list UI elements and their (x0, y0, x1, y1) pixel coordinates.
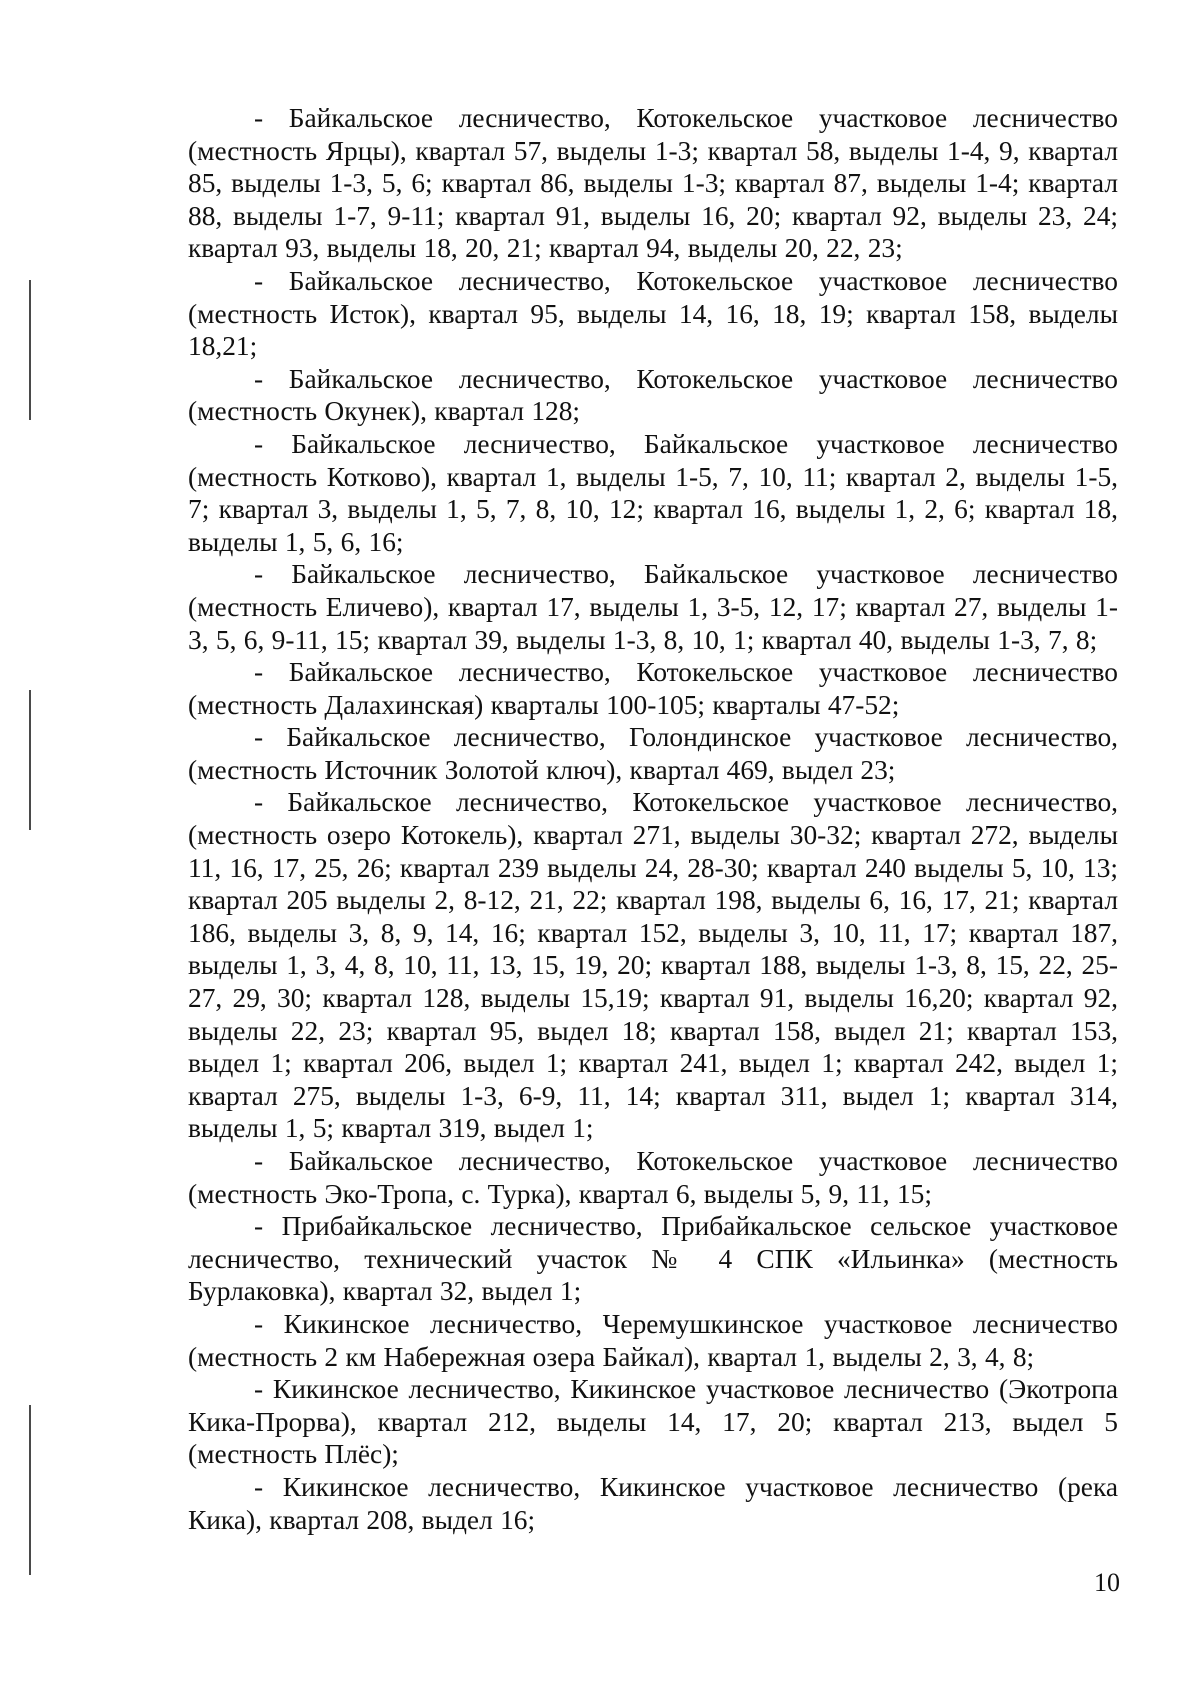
forestry-paragraph: - Кикинское лесничество, Черемушкинское участковое лесничество (местность 2 км Набережная озера Байкал), квартал 1, выделы 2, 3, 4, 8; (188, 1308, 1118, 1372)
forestry-paragraph: - Байкальское лесничество, Котокельское участковое лесничество (местность Ярцы), квартал 57, выделы 1-3; квартал 58, выделы 1-4, 9, квартал 85, выделы 1-3, 5, 6; квартал 86, выделы 1-3; квартал 87, выделы 1-4; квартал 88, выделы 1-7, 9-11; квартал 91, выделы 16, 20; квартал 92, выделы 23, 24; квартал 93, выделы 18, 20, 21; квартал 94, выделы 20, 22, 23; (188, 103, 1118, 264)
forestry-paragraph: - Байкальское лесничество, Котокельское участковое лесничество, (местность озеро Котокель), квартал 271, выделы 30-32; квартал 272, выделы 11, 16, 17, 25, 26; квартал 239 выделы 24, 28-30; квартал 240 выделы 5, 10, 13; квартал 205 выделы 2, 8-12, 21, 22; квартал 198, выделы 6, 16, 17, 21; квартал 186, выделы 3, 8, 9, 14, 16; квартал 152, выделы 3, 10, 11, 17; квартал 187, выделы 1, 3, 4, 8, 10, 11, 13, 15, 19, 20; квартал 188, выделы 1-3, 8, 15, 22, 25-27, 29, 30; квартал 128, выделы 15,19; квартал 91, выделы 16,20; квартал 92, выделы 22, 23; квартал 95, выдел 18; квартал 158, выдел 21; квартал 153, выдел 1; квартал 206, выдел 1; квартал 241, выдел 1; квартал 242, выдел 1; квартал 275, выделы 1-3, 6-9, 11, 14; квартал 311, выдел 1; квартал 314, выделы 1, 5; квартал 319, выдел 1; (188, 787, 1118, 1144)
forestry-paragraph: - Байкальское лесничество, Байкальское участковое лесничество (местность Котково), квартал 1, выделы 1-5, 7, 10, 11; квартал 2, выделы 1-5, 7; квартал 3, выделы 1, 5, 7, 8, 10, 12; квартал 16, выделы 1, 2, 6; квартал 18, выделы 1, 5, 6, 16; (188, 428, 1118, 557)
forestry-paragraph: - Байкальское лесничество, Котокельское участковое лесничество (местность Окунек), квартал 128; (188, 363, 1118, 427)
forestry-paragraph: - Байкальское лесничество, Голондинское участковое лесничество, (местность Источник Золотой ключ), квартал 469, выдел 23; (188, 722, 1118, 785)
scan-edge-mark (29, 690, 31, 830)
forestry-paragraph: - Кикинское лесничество, Кикинское участковое лесничество (Экотропа Кика-Прорва), квартал 212, выделы 14, 17, 20; квартал 213, выдел 5 (местность Плёс); (188, 1374, 1118, 1470)
document-body (188, 102, 1118, 1536)
forestry-paragraph: - Байкальское лесничество, Байкальское участковое лесничество (местность Еличево), квартал 17, выделы 1, 3-5, 12, 17; квартал 27, выделы 1-3, 5, 6, 9-11, 15; квартал 39, выделы 1-3, 8, 10, 1; квартал 40, выделы 1-3, 7, 8; (188, 559, 1118, 655)
forestry-paragraph: - Прибайкальское лесничество, Прибайкальское сельское участковое лесничество, технический участок № 4 СПК «Ильинка» (местность Бурлаковка), квартал 32, выдел 1; (188, 1211, 1118, 1307)
page-number: 10 (1094, 1568, 1120, 1597)
forestry-paragraph: - Байкальское лесничество, Котокельское участковое лесничество (местность Эко-Тропа, с. Турка), квартал 6, выделы 5, 9, 11, 15; (188, 1146, 1118, 1209)
forestry-paragraph: - Байкальское лесничество, Котокельское участковое лесничество (местность Исток), квартал 95, выделы 14, 16, 18, 19; квартал 158, выделы 18,21; (188, 265, 1118, 362)
scan-edge-mark (29, 280, 31, 420)
scan-edge-mark (29, 1405, 31, 1575)
forestry-paragraph: - Байкальское лесничество, Котокельское участковое лесничество (местность Далахинская) кварталы 100-105; кварталы 47-52; (188, 657, 1118, 720)
forestry-paragraph: - Кикинское лесничество, Кикинское участковое лесничество (река Кика), квартал 208, выдел 16; (188, 1471, 1118, 1535)
